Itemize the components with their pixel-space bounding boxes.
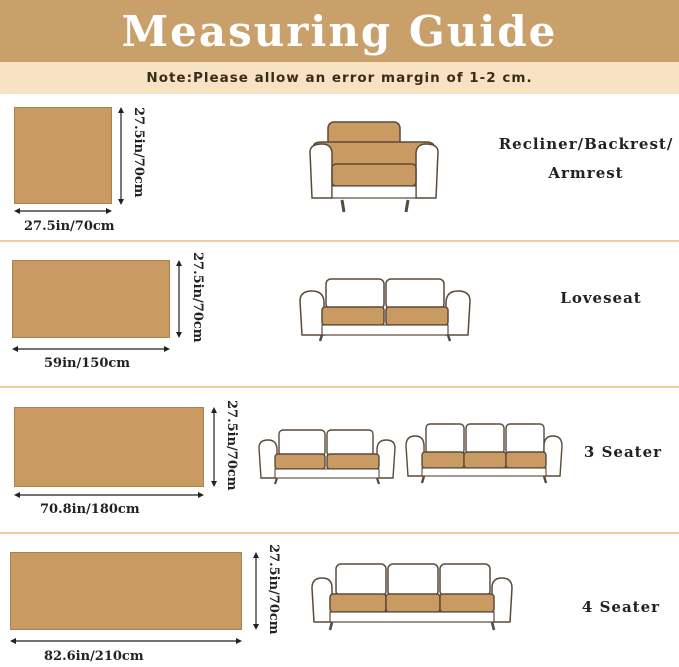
height-label: 27.5in/70cm — [190, 252, 205, 343]
size-swatch-three-seater — [14, 407, 204, 487]
armchair-icon — [308, 118, 440, 216]
size-swatch-four-seater — [10, 552, 242, 630]
height-arrow — [251, 552, 261, 630]
width-arrow — [10, 636, 242, 646]
height-label: 27.5in/70cm — [131, 107, 146, 198]
sofa-type-label: Loveseat — [560, 289, 642, 307]
height-arrow — [174, 260, 184, 338]
divider — [0, 240, 679, 242]
width-arrow — [14, 490, 204, 500]
sofa-type-label: Recliner/Backrest/ Armrest — [498, 135, 674, 182]
note-text: Note:Please allow an error margin of 1-2 cm. — [146, 70, 533, 86]
loveseat-icon — [298, 275, 472, 345]
width-label: 27.5in/70cm — [24, 219, 115, 234]
divider — [0, 386, 679, 388]
page-title: Measuring Guide — [121, 6, 558, 56]
sofa-type-label: 3 Seater — [583, 443, 663, 461]
width-label: 70.8in/180cm — [40, 502, 140, 517]
height-arrow — [209, 407, 219, 487]
three-seater-icon — [404, 420, 564, 486]
sofa-type-label: 4 Seater — [581, 598, 661, 616]
four-seater-icon — [310, 560, 514, 632]
width-label: 82.6in/210cm — [44, 649, 144, 664]
divider — [0, 532, 679, 534]
note-bar — [0, 62, 679, 94]
size-swatch-recliner — [14, 107, 112, 204]
width-label: 59in/150cm — [44, 356, 131, 371]
loveseat-icon — [257, 426, 397, 486]
header-banner — [0, 0, 679, 62]
width-arrow — [12, 344, 170, 354]
height-arrow — [116, 107, 126, 205]
width-arrow — [14, 206, 112, 216]
height-label: 27.5in/70cm — [224, 400, 239, 491]
height-label: 27.5in/70cm — [266, 544, 281, 635]
size-swatch-loveseat — [12, 260, 170, 338]
